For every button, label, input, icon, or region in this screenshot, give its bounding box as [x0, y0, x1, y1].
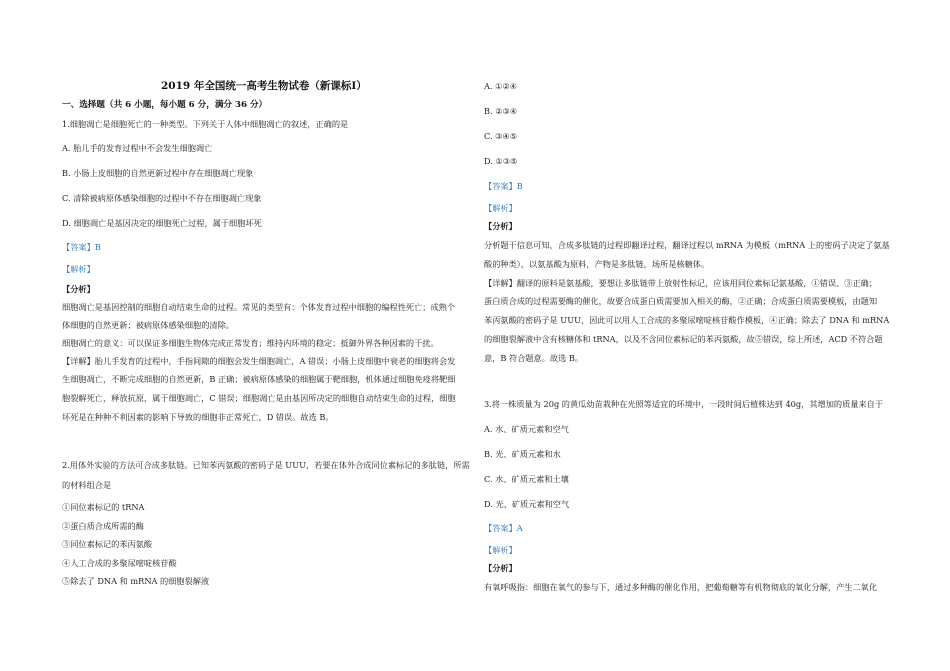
q2-xiangjie-line: 苯丙氨酸的密码子是 UUU，因此可以用人工合成的多聚尿嘧啶核苷酸作模板，④正确；除去了 DNA 和 mRNA [484, 315, 890, 325]
q2-option-d: D. ①③⑤ [484, 156, 518, 166]
q3-fenxi-line: 有氧呼吸指：细胞在氧气的参与下，通过多种酶的催化作用，把葡萄糖等有机物彻底的氧化分解，产生二氧化 [484, 582, 878, 592]
q2-xiangjie-line: 意，B 符合题意。故选 B。 [484, 353, 584, 363]
q1-xiangjie-line: 生细胞凋亡，不断完成细胞的自然更新，B 正确；被病原体感染的细胞属于靶细胞，机体通过细胞免疫将靶细 [62, 374, 456, 384]
q3-stem: 3.将一株质量为 20g 的黄瓜幼苗栽种在光照等适宜的环境中，一段时间后植株达到 40g，其增加的质量来自于 [484, 399, 884, 409]
q2-fenxi-line: 酸的种类），以氨基酸为原料，产物是多肽链，场所是核糖体。 [484, 259, 710, 269]
q2-item-5: ⑤除去了 DNA 和 mRNA 的细胞裂解液 [62, 576, 210, 586]
q2-stem-line: 的材料组合是 [62, 480, 112, 490]
q2-stem-line: 2.用体外实验的方法可合成多肽链。已知苯丙氨酸的密码子是 UUU，若要在体外合成同位素标记的多肽链，所需 [62, 460, 470, 470]
q1-option-b: B. 小肠上皮细胞的自然更新过程中存在细胞凋亡现象 [62, 168, 254, 178]
q2-fenxi-tag: 【分析】 [484, 221, 517, 231]
q1-option-d: D. 细胞凋亡是基因决定的细胞死亡过程，属于细胞坏死 [62, 218, 262, 228]
q2-item-1: ①同位素标记的 tRNA [62, 502, 145, 512]
q1-fenxi-line: 体细胞的自然更新；被病原体感染细胞的清除。 [62, 320, 234, 330]
q3-fenxi-tag: 【分析】 [484, 563, 517, 573]
q2-fenxi-line: 分析题干信息可知，合成多肽链的过程即翻译过程，翻译过程以 mRNA 为模板（mRNA 上的密码子决定了氨基 [484, 240, 890, 250]
q1-analysis-tag: 【解析】 [62, 264, 95, 274]
q1-fenxi-line: 细胞凋亡的意义：可以保证多细胞生物体完成正常发育；维持内环境的稳定；抵御外界各种因素的干扰。 [62, 338, 439, 348]
q1-option-a: A. 胎儿手的发育过程中不会发生细胞凋亡 [62, 143, 213, 153]
q2-xiangjie-line: 的细胞裂解液中含有核糖体和 tRNA，以及不含同位素标记的苯丙氨酸，故⑤错误，综上所述，ACD 不符合题 [484, 334, 883, 344]
q3-option-c: C. 水、矿质元素和土壤 [484, 474, 569, 484]
q1-stem: 1.细胞凋亡是细胞死亡的一种类型。下列关于人体中细胞凋亡的叙述，正确的是 [62, 119, 349, 129]
section-heading: 一、选择题（共 6 小题，每小题 6 分，满分 36 分） [62, 100, 268, 110]
q3-answer: 【答案】A [484, 523, 523, 533]
q2-item-2: ②蛋白质合成所需的酶 [62, 521, 144, 531]
q3-analysis-tag: 【解析】 [484, 545, 517, 555]
q2-answer: 【答案】B [484, 181, 523, 191]
q3-option-b: B. 光、矿质元素和水 [484, 449, 561, 459]
q1-fenxi-tag: 【分析】 [62, 284, 95, 294]
q1-fenxi-line: 细胞凋亡是基因控制的细胞自动结束生命的过程。常见的类型有：个体发育过程中细胞的编程性死亡；成熟个 [62, 302, 456, 312]
q2-option-a: A. ①②④ [484, 81, 518, 91]
q1-option-c: C. 清除被病原体感染细胞的过程中不存在细胞凋亡现象 [62, 193, 262, 203]
q2-xiangjie-line: 【详解】翻译的原料是氨基酸，要想让多肽链带上放射性标记，应该用同位素标记氨基酸，①错误、③正确； [484, 278, 878, 288]
q2-item-3: ③同位素标记的苯丙氨酸 [62, 539, 153, 549]
q2-analysis-tag: 【解析】 [484, 203, 517, 213]
q2-option-c: C. ③④⑤ [484, 131, 518, 141]
q1-xiangjie-line: 坏死是在种种不利因素的影响下导致的细胞非正常死亡，D 错误。故选 B。 [62, 412, 334, 422]
page-title: 2019 年全国统一高考生物试卷（新课标Ⅰ） [161, 80, 367, 92]
q2-xiangjie-line: 蛋白质合成的过程需要酶的催化，故要合成蛋白质需要加入相关的酶，②正确；合成蛋白质需要模板，由题知 [484, 296, 878, 306]
q1-xiangjie-line: 胞裂解死亡，释放抗原，属于细胞凋亡，C 错误；细胞凋亡是由基因所决定的细胞自动结束生命的过程，细胞 [62, 393, 456, 403]
q1-answer: 【答案】B [62, 242, 101, 252]
q2-option-b: B. ②③④ [484, 106, 518, 116]
q3-option-a: A. 水、矿质元素和空气 [484, 424, 569, 434]
q3-option-d: D. 光、矿质元素和空气 [484, 499, 570, 509]
q2-item-4: ④人工合成的多聚尿嘧啶核苷酸 [62, 558, 177, 568]
q1-xiangjie-line: 【详解】胎儿手发育的过程中，手指间隙的细胞会发生细胞凋亡，A 错误；小肠上皮细胞中衰老的细胞将会发 [62, 356, 456, 366]
